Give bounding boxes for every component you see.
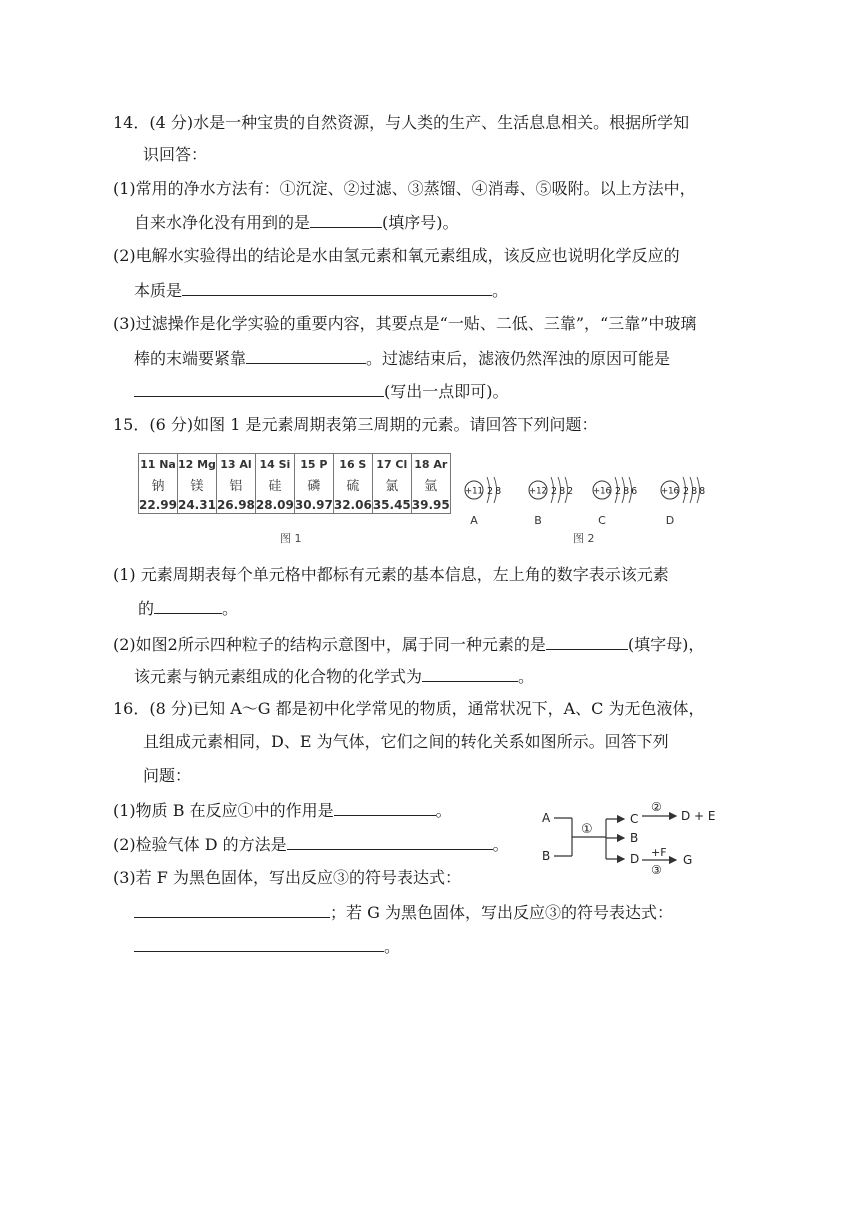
- diagram-node-c: C: [630, 812, 639, 826]
- q15-part2-line1: [113, 634, 704, 655]
- nucleus-charge: +12: [529, 486, 547, 497]
- q16-stem-line2: 且组成元素相同，D、E 为气体，它们之间的转化关系如图所示。回答下列: [143, 732, 669, 751]
- periodic-table-period-3: [138, 453, 451, 514]
- q14-part2-end: 。: [492, 281, 509, 300]
- q16-part3-line2: [134, 902, 673, 923]
- nucleus-charge: +16: [661, 486, 679, 497]
- figure-2-caption: 图 2: [573, 532, 595, 545]
- q16-part3-line3: [134, 936, 400, 957]
- element-cell: [411, 454, 450, 514]
- q14-part3-answer-blank-2[interactable]: [134, 381, 384, 397]
- q14-part3-line1: (3)过滤操作是化学实验的重要内容，其要点是“一贴、二低、三靠”，“三靠”中玻璃: [113, 314, 697, 333]
- q15-part2-text: (2)如图2所示四种粒子的结构示意图中，属于同一种元素的是: [113, 635, 546, 654]
- particle-label: C: [598, 514, 606, 527]
- diagram-reaction-2: ②: [651, 800, 662, 814]
- particle-diagram: [593, 477, 637, 527]
- diagram-node-d: D: [630, 852, 640, 866]
- q16-part3-line1: (3)若 F 为黑色固体，写出反应③的符号表达式：: [113, 868, 461, 887]
- q14-part1-line2: [134, 212, 459, 233]
- electron-counts: 2 8: [487, 486, 501, 497]
- element-cell: [372, 454, 411, 514]
- diagram-reagent-f: +F: [651, 846, 667, 859]
- element-chinese-name: 硅: [268, 479, 282, 494]
- q15-part1-line1: (1) 元素周期表每个单元格中都标有元素的基本信息，左上角的数字表示该元素: [113, 565, 669, 584]
- element-cell: [177, 454, 216, 514]
- particle-structure-diagrams: [456, 468, 718, 530]
- q16-part1-answer-blank[interactable]: [334, 800, 436, 816]
- element-atomic-mass: 22.99: [139, 498, 177, 512]
- q16-part2: [113, 834, 509, 855]
- element-number-symbol: 13 Al: [220, 458, 252, 471]
- element-atomic-mass: 28.09: [255, 498, 294, 512]
- diagram-reaction-1: ①: [581, 822, 593, 837]
- element-chinese-name: 硫: [346, 479, 360, 494]
- diagram-node-d-e: D + E: [681, 809, 716, 823]
- electron-counts: 2 8 8: [683, 486, 705, 497]
- q15-part2-end: 。: [518, 667, 535, 686]
- q16-part1: [113, 800, 452, 821]
- q14-part1-text: 自来水净化没有用到的是: [134, 213, 311, 232]
- q16-part3-end: 。: [384, 937, 401, 956]
- q14-part2-answer-blank[interactable]: [182, 280, 492, 296]
- q14-stem-line1: 14．(4 分)水是一种宝贵的自然资源，与人类的生产、生活息息相关。根据所学知: [113, 113, 690, 132]
- particle-label: D: [665, 514, 675, 527]
- q16-part2-answer-blank[interactable]: [287, 834, 493, 850]
- element-chinese-name: 氩: [424, 479, 438, 494]
- q15-part1-line2: [138, 598, 238, 619]
- q15-part1-end: 。: [222, 599, 239, 618]
- figure-1-caption: 图 1: [280, 532, 302, 545]
- element-number-symbol: 18 Ar: [414, 458, 448, 471]
- q14-part2-line1: (2)电解水实验得出的结论是水由氢元素和氧元素组成，该反应也说明化学反应的: [113, 246, 680, 265]
- q16-stem-line1: 16．(8 分)已知 A～G 都是初中化学常见的物质，通常状况下，A、C 为无色液体，: [113, 699, 705, 718]
- q16-part3-answer-blank-1[interactable]: [134, 902, 330, 918]
- q14-part2-line2: [134, 280, 508, 301]
- particle-diagram: [661, 477, 705, 527]
- particle-diagram: [529, 477, 573, 527]
- element-atomic-mass: 39.95: [411, 498, 450, 512]
- q14-part1-line1: (1)常用的净水方法有：①沉淀、②过滤、③蒸馏、④消毒、⑤吸附。以上方法中，: [113, 179, 696, 198]
- q14-part1-answer-blank[interactable]: [310, 212, 382, 228]
- q16-part3-answer-blank-2[interactable]: [134, 936, 384, 952]
- element-chinese-name: 钠: [151, 479, 165, 494]
- q14-part3-hint: (写出一点即可)。: [384, 382, 509, 401]
- q16-part1-end: 。: [435, 801, 452, 820]
- element-cell: [333, 454, 372, 514]
- q15-part2-answer-blank-1[interactable]: [546, 634, 628, 650]
- element-atomic-mass: 24.31: [177, 498, 216, 512]
- q14-stem-line2: 识回答：: [143, 145, 208, 164]
- element-number-symbol: 11 Na: [140, 458, 176, 471]
- element-atomic-mass: 32.06: [333, 498, 372, 512]
- element-chinese-name: 铝: [229, 479, 243, 494]
- particle-label: A: [470, 514, 478, 527]
- nucleus-charge: +11: [465, 486, 483, 497]
- q15-part1-text: 的: [138, 599, 155, 618]
- q16-stem-line3: 问题：: [143, 766, 192, 785]
- q14-part2-text: 本质是: [134, 281, 183, 300]
- element-cell: [255, 454, 294, 514]
- q14-part3-text: 棒的末端要紧靠: [134, 349, 247, 368]
- q14-part3-line2: [134, 348, 670, 369]
- transformation-diagram: [538, 796, 728, 876]
- element-number-symbol: 14 Si: [259, 458, 291, 471]
- electron-counts: 2 8 2: [551, 486, 573, 497]
- element-number-symbol: 16 S: [339, 458, 367, 471]
- q15-part1-answer-blank[interactable]: [154, 598, 222, 614]
- element-number-symbol: 12 Mg: [177, 458, 216, 471]
- q15-part2-line2: [134, 666, 534, 687]
- element-atomic-mass: 26.98: [216, 498, 255, 512]
- q14-part1-hint: (填序号)。: [382, 213, 459, 232]
- nucleus-charge: +16: [593, 486, 611, 497]
- diagram-reaction-3: ③: [651, 863, 662, 876]
- element-cell: [294, 454, 333, 514]
- q14-part3-line3: [134, 381, 509, 402]
- q16-part3-text: ；若 G 为黑色固体，写出反应③的符号表达式：: [330, 903, 673, 922]
- element-number-symbol: 17 Cl: [376, 458, 408, 471]
- q16-part2-text: (2)检验气体 D 的方法是: [113, 835, 287, 854]
- diagram-node-b-product: B: [630, 831, 639, 845]
- q16-part2-end: 。: [492, 835, 509, 854]
- particle-label: B: [534, 514, 542, 527]
- diagram-node-b: B: [542, 849, 551, 863]
- q16-part1-text: (1)物质 B 在反应①中的作用是: [113, 801, 334, 820]
- diagram-node-a: A: [542, 811, 551, 825]
- q15-stem: 15．(6 分)如图 1 是元素周期表第三周期的元素。请回答下列问题：: [113, 415, 598, 434]
- element-chinese-name: 磷: [307, 479, 321, 494]
- q15-part2-text-2: 该元素与钠元素组成的化合物的化学式为: [134, 667, 423, 686]
- element-cell: [216, 454, 255, 514]
- particle-diagram: [465, 477, 501, 527]
- element-atomic-mass: 30.97: [294, 498, 333, 512]
- electron-counts: 2 8 6: [615, 486, 637, 497]
- element-atomic-mass: 35.45: [372, 498, 411, 512]
- element-number-symbol: 15 P: [300, 458, 328, 471]
- q14-part3-text-2: 。过滤结束后，滤液仍然浑浊的原因可能是: [366, 349, 671, 368]
- q14-part3-answer-blank-1[interactable]: [246, 348, 366, 364]
- q15-part2-hint: (填字母)，: [627, 635, 705, 654]
- element-chinese-name: 氯: [385, 479, 399, 494]
- q15-part2-answer-blank-2[interactable]: [422, 666, 518, 682]
- element-chinese-name: 镁: [190, 479, 204, 494]
- diagram-node-g: G: [683, 853, 693, 867]
- element-cell: [139, 454, 178, 514]
